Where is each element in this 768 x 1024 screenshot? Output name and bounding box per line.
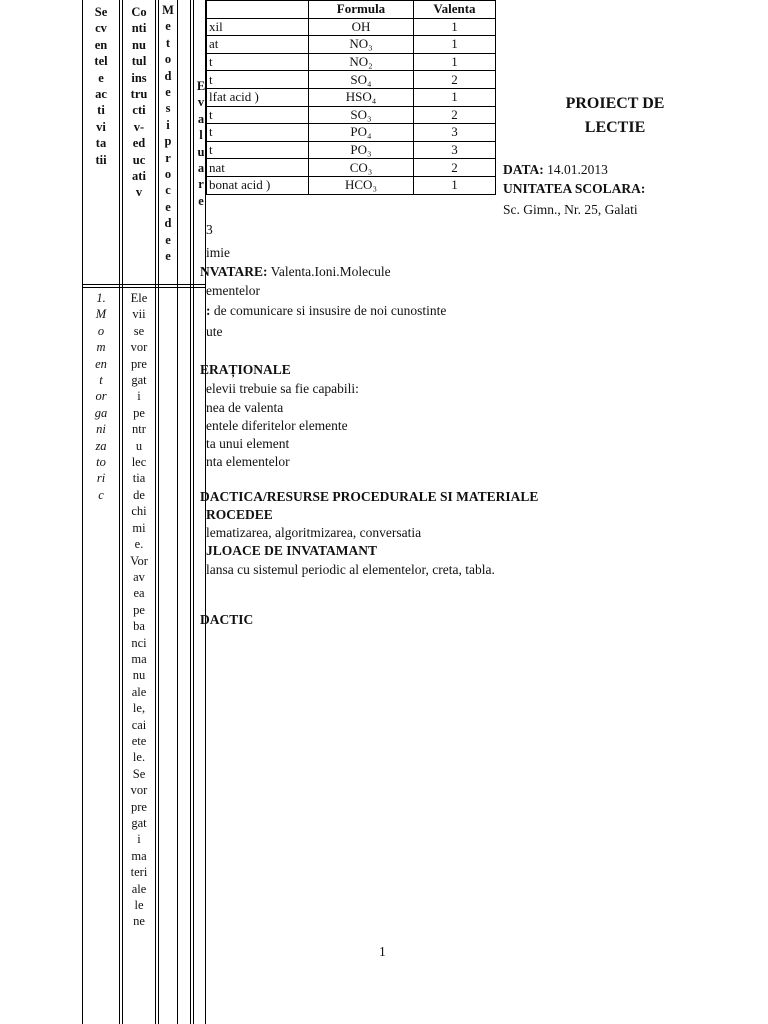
- column-fragment: uc: [132, 152, 146, 167]
- radical-formula: OH: [309, 18, 414, 36]
- column-fragment: le,: [132, 701, 146, 716]
- column-fragment: ta: [95, 136, 107, 151]
- column-fragment: en: [95, 356, 107, 371]
- valenta-table: [206, 0, 496, 195]
- column-fragment: ac: [95, 87, 107, 102]
- column-fragment: ale: [131, 881, 147, 896]
- column-fragment: gat: [131, 816, 147, 830]
- section-heading: ERAȚIONALE: [200, 362, 291, 377]
- radical-valenta: 1: [414, 18, 496, 36]
- column-fragment: av: [133, 569, 145, 584]
- title-line-2: LECTIE: [584, 119, 646, 136]
- column-fragment: o: [164, 167, 172, 182]
- page-number: 1: [379, 944, 386, 959]
- column-fragment: Vor: [130, 553, 148, 568]
- table-row: [207, 176, 496, 194]
- radical-name: nat: [207, 159, 309, 177]
- column-fragment: tii: [95, 152, 107, 167]
- column-fragment: teri: [130, 865, 148, 880]
- title-line-1: PROIECT DE: [565, 95, 665, 112]
- body-line: 3: [206, 222, 213, 237]
- table-row: [207, 141, 496, 159]
- column-fragment: a: [197, 161, 205, 176]
- column-fragment: le: [134, 898, 144, 913]
- column-fragment: s: [165, 101, 171, 116]
- table-row: [207, 18, 496, 36]
- column-fragment: o: [97, 323, 105, 338]
- body-line: nea de valenta: [206, 400, 284, 415]
- column-fragment: ete: [131, 733, 147, 748]
- column-fragment: v-: [133, 119, 145, 134]
- table-row: [207, 88, 496, 106]
- column-fragment: ea: [133, 586, 145, 601]
- column-fragment: v: [135, 185, 143, 200]
- table-row: [207, 106, 496, 124]
- radical-formula: PO₄: [309, 124, 414, 142]
- radical-valenta: 3: [414, 124, 496, 142]
- radical-name: t: [207, 71, 309, 89]
- column-fragment: cai: [131, 717, 147, 732]
- col-secventele-header: [84, 4, 118, 168]
- column-fragment: e: [165, 85, 171, 100]
- radical-valenta: 3: [414, 141, 496, 159]
- column-fragment: cti: [132, 103, 146, 118]
- unitatea-value: Sc. Gimn., Nr. 25, Galati: [503, 202, 638, 217]
- column-fragment: ins: [131, 70, 147, 85]
- column-fragment: m: [96, 340, 106, 355]
- radical-formula: NO₃: [309, 36, 414, 54]
- column-fragment: r: [165, 150, 171, 165]
- table-row: [207, 53, 496, 71]
- column-fragment: E: [196, 79, 206, 93]
- body-line-text: Valenta.Ioni.Molecule: [267, 264, 391, 279]
- unitatea-label: UNITATEA SCOLARA:: [503, 181, 646, 196]
- column-fragment: pe: [133, 602, 145, 617]
- radical-valenta: 1: [414, 53, 496, 71]
- column-fragment: e: [165, 249, 171, 264]
- radical-name: t: [207, 124, 309, 142]
- column-fragment: vor: [130, 783, 148, 798]
- radical-name: lfat acid ): [207, 88, 309, 106]
- column-fragment: o: [164, 52, 172, 67]
- column-fragment: Se: [132, 766, 146, 781]
- column-fragment: v: [197, 95, 205, 110]
- formula-header: Formula: [309, 1, 414, 19]
- column-fragment: za: [95, 438, 107, 453]
- column-fragment: pe: [133, 405, 145, 420]
- column-fragment: lec: [131, 455, 147, 470]
- column-fragment: tel: [94, 54, 108, 69]
- column-fragment: ma: [131, 848, 147, 863]
- column-fragment: ma: [131, 651, 147, 666]
- radical-name: t: [207, 141, 309, 159]
- column-fragment: mi: [132, 520, 146, 535]
- column-fragment: c: [165, 183, 171, 198]
- column-fragment: tru: [130, 87, 148, 102]
- column-fragment: nti: [131, 21, 147, 36]
- column-fragment: r: [198, 177, 204, 192]
- column-fragment: pre: [131, 799, 147, 814]
- column-fragment: ati: [132, 169, 146, 184]
- column-fragment: d: [164, 68, 172, 83]
- radical-valenta: 1: [414, 36, 496, 54]
- data-label: DATA:: [503, 162, 544, 177]
- column-fragment: cv: [95, 21, 107, 36]
- column-fragment: c: [98, 487, 104, 502]
- column-fragment: e: [98, 70, 104, 85]
- radical-valenta: 2: [414, 159, 496, 177]
- column-fragment: gat: [131, 373, 147, 388]
- valenta-header: Valenta: [414, 1, 496, 19]
- column-fragment: M: [162, 3, 174, 17]
- radical-formula: SO₃: [309, 106, 414, 124]
- col-secventa-moment-organizatoric: [84, 290, 118, 503]
- body-line: elevii trebuie sa fie capabili:: [206, 381, 359, 396]
- radical-valenta: 1: [414, 176, 496, 194]
- column-fragment: e.: [134, 537, 144, 552]
- radical-valenta: 1: [414, 88, 496, 106]
- column-fragment: nu: [132, 668, 146, 683]
- radical-name: t: [207, 53, 309, 71]
- col-continut-body: [124, 290, 154, 930]
- column-fragment: Ele: [130, 291, 148, 305]
- data-line: [503, 162, 608, 178]
- radical-formula: HSO₄: [309, 88, 414, 106]
- col-continutul-header: [124, 4, 154, 201]
- column-fragment: M: [95, 307, 107, 322]
- column-fragment: ti: [97, 103, 105, 118]
- body-line: ute: [206, 324, 223, 339]
- radical-valenta: 2: [414, 106, 496, 124]
- page-title: [520, 92, 710, 140]
- column-fragment: ed: [132, 136, 146, 151]
- column-fragment: to: [96, 455, 106, 470]
- column-fragment: Co: [131, 5, 147, 19]
- valenta-table-name-header: [207, 1, 309, 19]
- section-heading: ROCEDEE: [206, 507, 273, 522]
- column-fragment: t: [165, 35, 171, 50]
- column-fragment: pre: [131, 356, 147, 371]
- section-heading: DACTICA/RESURSE PROCEDURALE SI MATERIALE: [200, 489, 539, 504]
- column-fragment: ga: [94, 405, 108, 420]
- radical-name: bonat acid ): [207, 176, 309, 194]
- column-fragment: ntr: [132, 422, 146, 437]
- column-fragment: e: [198, 193, 204, 208]
- body-line: ementelor: [206, 283, 260, 298]
- body-line: ta unui element: [206, 436, 290, 451]
- column-fragment: i: [166, 117, 170, 132]
- column-fragment: 1.: [96, 291, 106, 305]
- column-fragment: p: [164, 134, 172, 149]
- column-fragment: de: [133, 487, 145, 502]
- column-fragment: e: [165, 232, 171, 247]
- body-line: lematizarea, algoritmizarea, conversatia: [206, 525, 422, 540]
- column-fragment: i: [137, 389, 141, 404]
- column-fragment: tia: [132, 471, 146, 486]
- body-line: [206, 303, 446, 319]
- column-fragment: ne: [133, 914, 145, 929]
- column-fragment: i: [137, 832, 141, 847]
- section-heading: DACTIC: [200, 612, 254, 627]
- column-fragment: chi: [131, 504, 147, 519]
- column-fragment: t: [99, 373, 103, 388]
- column-fragment: en: [94, 37, 108, 52]
- column-fragment: or: [95, 389, 107, 404]
- column-fragment: a: [197, 111, 205, 126]
- column-fragment: se: [133, 323, 145, 338]
- body-line-text: de comunicare si insusire de noi cunostinte: [210, 303, 447, 318]
- column-fragment: u: [197, 144, 205, 159]
- column-fragment: d: [164, 216, 172, 231]
- col-metode-header: [160, 2, 176, 265]
- table-row: [207, 71, 496, 89]
- radical-formula: PO₃: [309, 141, 414, 159]
- body-line: entele diferitelor elemente: [206, 418, 348, 433]
- radical-name: at: [207, 36, 309, 54]
- radical-formula: SO₄: [309, 71, 414, 89]
- section-heading: JLOACE DE INVATAMANT: [206, 543, 378, 558]
- column-fragment: nci: [131, 635, 147, 650]
- column-fragment: vi: [96, 119, 106, 134]
- column-fragment: Se: [94, 5, 108, 19]
- table-row: [207, 159, 496, 177]
- radical-formula: HCO₃: [309, 176, 414, 194]
- column-fragment: nu: [132, 37, 146, 52]
- body-line: lansa cu sistemul periodic al elementelor, creta, tabla.: [206, 562, 495, 577]
- body-line: imie: [206, 245, 230, 260]
- body-line-label: NVATARE:: [200, 264, 268, 279]
- radical-name: xil: [207, 18, 309, 36]
- body-line-label: :: [206, 303, 211, 318]
- table-row: [207, 124, 496, 142]
- column-fragment: le.: [132, 750, 146, 765]
- column-fragment: l: [199, 128, 203, 143]
- radical-name: t: [207, 106, 309, 124]
- body-line: nta elementelor: [206, 454, 290, 469]
- column-fragment: e: [165, 199, 171, 214]
- radical-formula: NO₂: [309, 53, 414, 71]
- column-fragment: ale: [131, 684, 147, 699]
- column-fragment: tul: [131, 54, 147, 69]
- column-fragment: ni: [96, 422, 106, 437]
- radical-valenta: 2: [414, 71, 496, 89]
- column-fragment: vor: [130, 340, 148, 355]
- column-fragment: ri: [96, 471, 106, 486]
- column-fragment: vii: [132, 307, 146, 322]
- radical-formula: CO₃: [309, 159, 414, 177]
- column-fragment: u: [135, 438, 143, 453]
- column-fragment: ba: [133, 619, 145, 634]
- table-row: [207, 36, 496, 54]
- column-fragment: e: [165, 19, 171, 34]
- data-value: 14.01.2013: [547, 162, 608, 177]
- body-line: [200, 264, 391, 280]
